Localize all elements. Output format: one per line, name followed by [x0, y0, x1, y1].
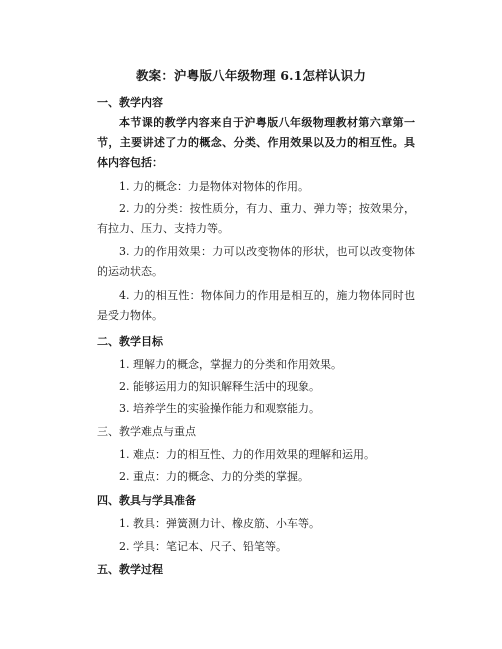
item-text: 理解力的概念，掌握力的分类和作用效果。 — [133, 358, 342, 371]
item-number: 4. — [119, 289, 130, 302]
list-item — [97, 355, 415, 375]
item-number: 2. — [119, 540, 130, 553]
item-text: 能够运用力的知识解释生活中的现象。 — [133, 380, 320, 393]
document-title: 教案：沪粤版八年级物理 6.1怎样认识力 — [135, 68, 367, 83]
item-number: 1. — [119, 517, 130, 530]
section-content-intro-block — [97, 113, 415, 173]
item-number: 3. — [119, 402, 130, 415]
section-heading: 五、教学过程 — [97, 563, 163, 576]
section-intro: 本节课的教学内容来自于沪粤版八年级物理教材第六章第一节，主要讲述了力的概念、分类、作用效果以及力的相互性。具体内容包括： — [97, 116, 415, 169]
list-item — [97, 537, 415, 557]
section-heading: 四、教具与学具准备 — [97, 494, 196, 507]
item-number: 2. — [119, 202, 130, 215]
item-number: 2. — [119, 380, 130, 393]
item-text: 难点：力的相互性、力的作用效果的理解和运用。 — [133, 448, 375, 461]
goals-item-3 — [97, 399, 415, 419]
list-item — [97, 399, 415, 419]
content-item-4 — [97, 286, 415, 326]
goals-item-1 — [97, 355, 415, 375]
section-process — [97, 560, 415, 580]
list-item — [97, 377, 415, 397]
item-text: 力的概念：力是物体对物体的作用。 — [133, 180, 309, 193]
item-text: 重点：力的概念、力的分类的掌握。 — [133, 470, 309, 483]
difficulty-item-1 — [97, 445, 415, 465]
content-item-2 — [97, 199, 415, 239]
section-difficulty — [97, 422, 415, 442]
item-text: 力的分类：按性质分，有力、重力、弹力等；按效果分，有拉力、压力、支持力等。 — [97, 202, 415, 235]
item-number: 1. — [119, 448, 130, 461]
section-goals — [97, 332, 415, 352]
list-item — [97, 467, 415, 487]
item-number: 2. — [119, 470, 130, 483]
content-item-1 — [97, 177, 415, 197]
list-item — [97, 445, 415, 465]
content-item-3 — [97, 242, 415, 282]
item-number: 3. — [119, 245, 130, 258]
list-item — [97, 242, 415, 282]
section-tools — [97, 491, 415, 511]
item-text: 培养学生的实验操作能力和观察能力。 — [133, 402, 320, 415]
section-heading: 三、教学难点与重点 — [97, 425, 196, 438]
tools-item-2 — [97, 537, 415, 557]
item-number: 1. — [119, 358, 130, 371]
list-item — [97, 514, 415, 534]
section-content — [97, 93, 415, 113]
section-heading: 二、教学目标 — [97, 335, 163, 348]
tools-item-1 — [97, 514, 415, 534]
list-item — [97, 286, 415, 326]
item-text: 力的作用效果：力可以改变物体的形状，也可以改变物体的运动状态。 — [97, 245, 415, 278]
item-number: 1. — [119, 180, 130, 193]
list-item — [97, 177, 415, 197]
list-item — [97, 199, 415, 239]
difficulty-item-2 — [97, 467, 415, 487]
item-text: 学具：笔记本、尺子、铅笔等。 — [133, 540, 287, 553]
goals-item-2 — [97, 377, 415, 397]
item-text: 力的相互性：物体间力的作用是相互的，施力物体同时也是受力物体。 — [97, 289, 415, 322]
item-text: 教具：弹簧测力计、橡皮筋、小车等。 — [133, 517, 320, 530]
section-heading: 一、教学内容 — [97, 96, 163, 109]
